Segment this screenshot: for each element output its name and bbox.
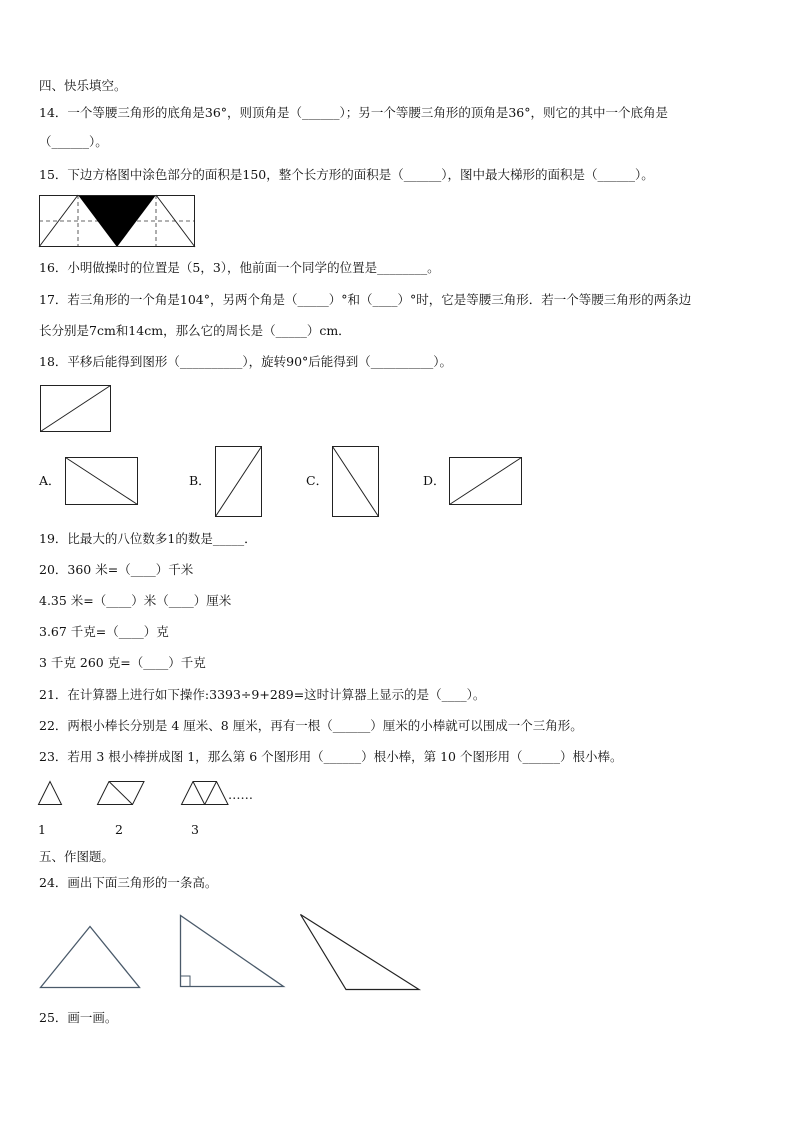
q24-acute-triangle: [40, 926, 140, 988]
option-b-label: B．: [189, 473, 211, 488]
question-20-line-1: 20．360 米=（____）千米: [39, 562, 194, 577]
section-five-heading: 五、作图题。: [39, 849, 115, 864]
question-19: 19．比最大的八位数多1的数是_____．: [39, 531, 257, 546]
option-c-label: C．: [306, 473, 329, 488]
option-a-rectangle: [65, 457, 138, 505]
question-24: 24．画出下面三角形的一条高。: [39, 875, 218, 890]
q23-figure-1: [38, 781, 62, 805]
option-d-label: D．: [423, 473, 446, 488]
q23-label-1: 1: [38, 822, 46, 837]
q24-obtuse-triangle: [300, 914, 420, 990]
question-20-line-4: 3 千克 260 克=（____）千克: [39, 655, 206, 670]
question-17-line-2: 长分别是7cm和14cm，那么它的周长是（_____）cm．: [39, 323, 351, 338]
question-18: 18．平移后能得到图形（__________），旋转90°后能得到（__________）。: [39, 354, 453, 369]
q24-right-triangle: [180, 915, 284, 987]
question-15: 15．下边方格图中涂色部分的面积是150，整个长方形的面积是（______），图中最大梯形的面积是（______）。: [39, 167, 654, 182]
question-17-line-1: 17．若三角形的一个角是104°，另两个角是（_____）°和（____）°时，它是等腰三角形．若一个等腰三角形的两条边: [39, 292, 692, 307]
question-20-line-3: 3.67 千克=（____）克: [39, 624, 169, 639]
question-25: 25．画一画。: [39, 1010, 118, 1025]
option-d-rectangle: [449, 457, 522, 505]
q23-figure-3: [181, 781, 229, 805]
question-14-line-1: 14．一个等腰三角形的底角是36°，则顶角是（______）；另一个等腰三角形的顶角是36°，则它的其中一个底角是: [39, 105, 668, 120]
q18-original-rectangle: [40, 385, 111, 432]
question-22: 22．两根小棒长分别是 4 厘米、8 厘米，再有一根（______）厘米的小棒就可以围成一个三角形。: [39, 718, 583, 733]
question-23: 23．若用 3 根小棒拼成图 1，那么第 6 个图形用（______）根小棒，第 10 个图形用（______）根小棒。: [39, 749, 623, 764]
q15-grid-figure: [39, 195, 195, 247]
q23-figure-2: [97, 781, 145, 805]
question-14-line-2: （______）。: [39, 134, 108, 149]
option-c-rectangle: [332, 446, 379, 517]
q23-label-3: 3: [191, 822, 199, 837]
section-four-heading: 四、快乐填空。: [39, 78, 127, 93]
option-b-rectangle: [215, 446, 262, 517]
question-16: 16．小明做操时的位置是（5，3），他前面一个同学的位置是________。: [39, 260, 440, 275]
question-20-line-2: 4.35 米=（____）米（____）厘米: [39, 593, 232, 608]
question-21: 21．在计算器上进行如下操作:3393÷9+289=这时计算器上显示的是（____）。: [39, 687, 486, 702]
q23-label-2: 2: [115, 822, 123, 837]
option-a-label: A．: [39, 473, 61, 488]
q23-ellipsis: ……: [228, 787, 253, 802]
